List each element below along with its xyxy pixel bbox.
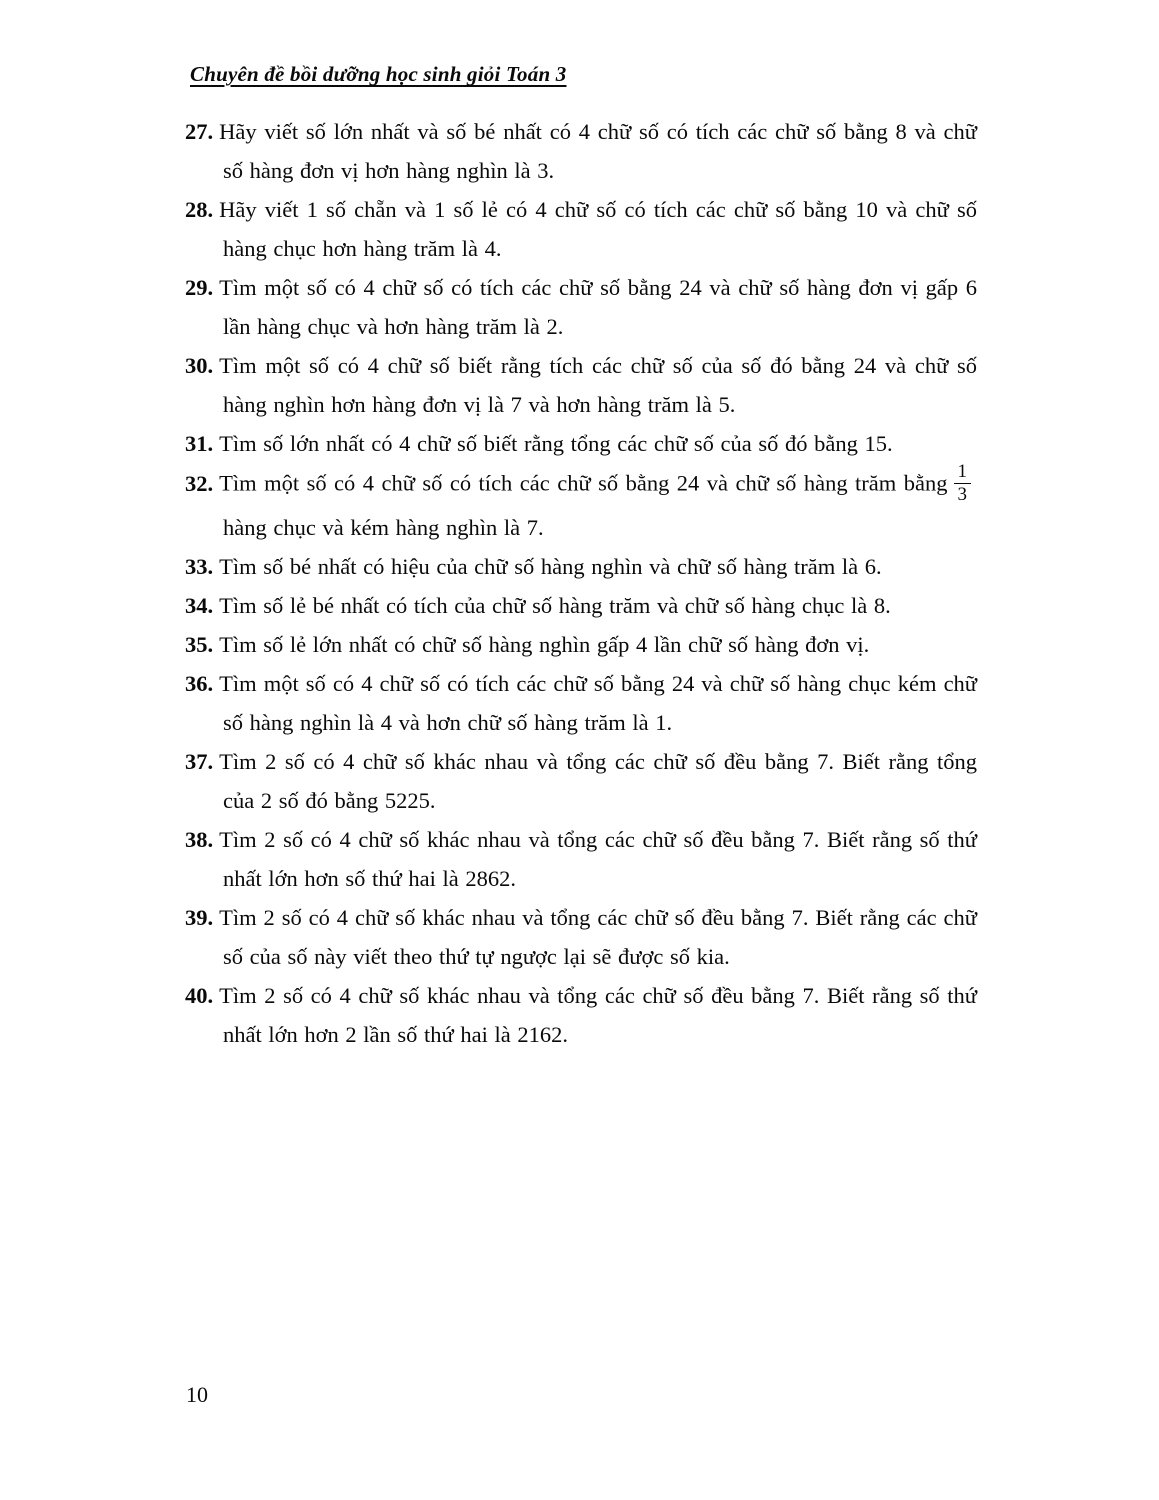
fraction-denominator: 3	[954, 483, 972, 506]
problem-item	[185, 586, 977, 625]
problem-number: 38.	[185, 826, 214, 852]
fraction-numerator: 1	[957, 461, 967, 482]
problem-text: Tìm 2 số có 4 chữ số khác nhau và tổng các chữ số đều bằng 7. Biết rằng số thứ nhất lớn hơn 2 lần số thứ hai là 2162.	[219, 982, 977, 1047]
problem-text: Hãy viết số lớn nhất và số bé nhất có 4 chữ số có tích các chữ số bằng 8 và chữ số hàng đơn vị hơn hàng nghìn là 3.	[219, 119, 977, 183]
problem-text: Tìm một số có 4 chữ số biết rằng tích các chữ số của số đó bằng 24 và chữ số hàng nghìn hơn hàng đơn vị là 7 và hơn hàng trăm là 5.	[219, 353, 977, 417]
page-header-title: Chuyên đề bồi dưỡng học sinh giỏi Toán 3	[190, 62, 567, 86]
problem-text: Tìm 2 số có 4 chữ số khác nhau và tổng các chữ số đều bằng 7. Biết rằng các chữ số của số này viết theo thứ tự ngược lại sẽ được số kia.	[219, 904, 977, 969]
problem-number: 30.	[185, 353, 214, 378]
fraction	[954, 461, 972, 506]
problem-text: Tìm số lớn nhất có 4 chữ số biết rằng tổng các chữ số của số đó bằng 15.	[219, 431, 893, 456]
page-number: 10	[186, 1382, 208, 1407]
problem-item	[185, 463, 977, 547]
problem-text: Tìm 2 số có 4 chữ số khác nhau và tổng các chữ số đều bằng 7. Biết rằng tổng của 2 số đó bằng 5225.	[219, 748, 977, 813]
problem-item	[185, 112, 977, 190]
problem-number: 37.	[185, 748, 214, 774]
problem-text: Tìm số lẻ lớn nhất có chữ số hàng nghìn gấp 4 lần chữ số hàng đơn vị.	[219, 631, 870, 657]
problem-item	[185, 424, 977, 463]
problem-text: Tìm một số có 4 chữ số có tích các chữ số bằng 24 và chữ số hàng chục kém chữ số hàng nghìn là 4 và hơn chữ số hàng trăm là 1.	[219, 670, 977, 735]
problem-item	[185, 190, 977, 268]
problem-number: 40.	[185, 982, 214, 1008]
problem-text-before-fraction: Tìm một số có 4 chữ số có tích các chữ số bằng 24 và chữ số hàng trăm bằng	[219, 470, 948, 496]
problem-item	[185, 664, 977, 742]
problem-item	[185, 898, 977, 976]
problem-text-after-fraction: hàng chục và kém hàng nghìn là 7.	[223, 514, 544, 540]
problem-number: 39.	[185, 904, 214, 930]
problem-number: 28.	[185, 197, 214, 222]
problem-number: 35.	[185, 631, 214, 657]
problem-item	[185, 820, 977, 898]
problem-number: 31.	[185, 431, 214, 456]
problem-text: Tìm số lẻ bé nhất có tích của chữ số hàng trăm và chữ số hàng chục là 8.	[219, 592, 891, 618]
problem-item	[185, 268, 977, 346]
problem-item	[185, 625, 977, 664]
problem-item	[185, 976, 977, 1054]
problem-text: Hãy viết 1 số chẵn và 1 số lẻ có 4 chữ số có tích các chữ số bằng 10 và chữ số hàng chục hơn hàng trăm là 4.	[219, 197, 977, 261]
problem-number: 36.	[185, 670, 214, 696]
problem-number: 33.	[185, 553, 214, 579]
problem-item	[185, 346, 977, 424]
problem-text: Tìm một số có 4 chữ số có tích các chữ số bằng 24 và chữ số hàng đơn vị gấp 6 lần hàng chục và hơn hàng trăm là 2.	[219, 275, 977, 339]
problem-number: 32.	[185, 470, 214, 496]
problem-number: 27.	[185, 119, 214, 144]
problem-text: Tìm 2 số có 4 chữ số khác nhau và tổng các chữ số đều bằng 7. Biết rằng số thứ nhất lớn hơn số thứ hai là 2862.	[219, 826, 977, 891]
problem-text: Tìm số bé nhất có hiệu của chữ số hàng nghìn và chữ số hàng trăm là 6.	[219, 553, 882, 579]
problem-item	[185, 547, 977, 586]
problem-number: 34.	[185, 592, 214, 618]
problem-item	[185, 742, 977, 820]
problem-list	[185, 112, 977, 1054]
problem-number: 29.	[185, 275, 214, 300]
